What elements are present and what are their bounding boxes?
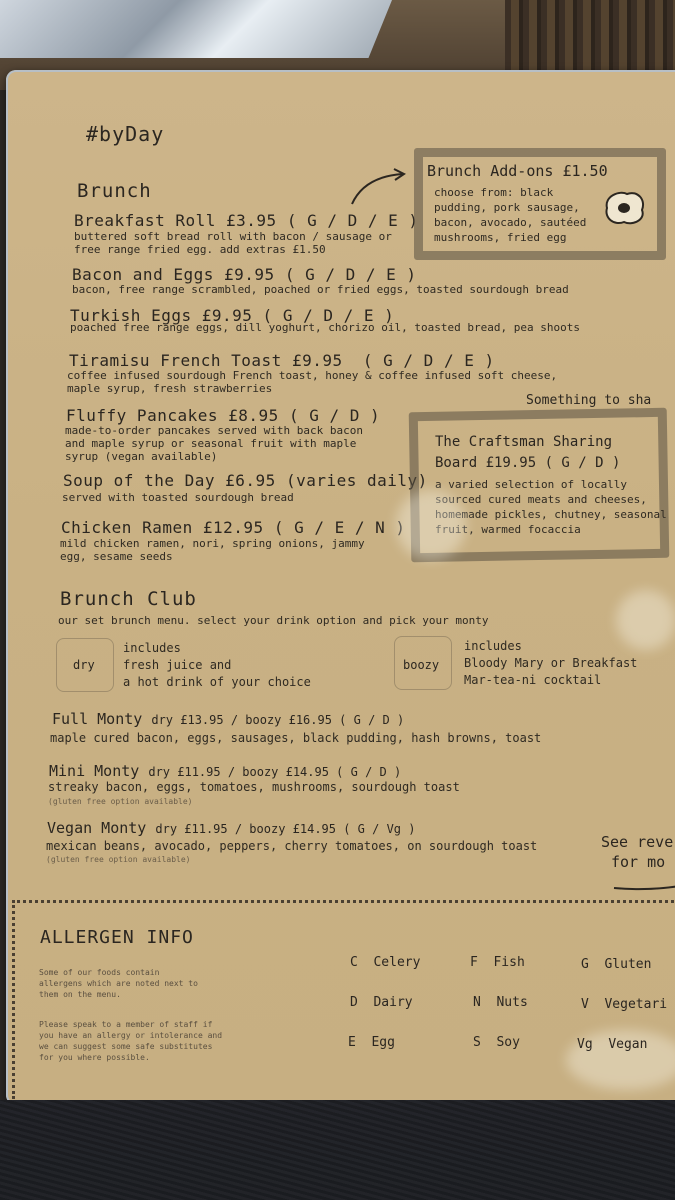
allergen-heading: ALLERGEN INFO: [40, 927, 194, 948]
boozy-option-desc: includes Bloody Mary or Breakfast Mar-tea-ni cocktail: [464, 639, 638, 687]
foil-tray: [0, 0, 392, 58]
menu-item-title: Bacon and Eggs £9.95 ( G / D / E ): [72, 265, 417, 284]
menu-item-desc: bacon, free range scrambled, poached or fried eggs, toasted sourdough bread: [72, 283, 569, 296]
monty-title: Mini Monty dry £11.95 / boozy £14.95 ( G / D ): [49, 762, 402, 780]
monty-title: Full Monty dry £13.95 / boozy £16.95 ( G / D ): [52, 710, 405, 728]
brunch-heading: Brunch: [77, 180, 152, 202]
sharing-title: The Craftsman Sharing: [435, 434, 613, 450]
addons-text: choose from: black pudding, pork sausage, bacon, avocado, sautéed mushrooms, fried egg: [434, 186, 587, 244]
curved-arrow-icon: [346, 168, 416, 208]
see-reverse-note: See reve for mo: [601, 833, 674, 871]
menu-item-title: Breakfast Roll £3.95 ( G / D / E ): [74, 211, 419, 230]
allergen-code: E Egg: [348, 1035, 395, 1050]
allergen-code: S Soy: [473, 1035, 520, 1050]
menu-item-desc: mild chicken ramen, nori, spring onions, jammy egg, sesame seeds: [60, 537, 365, 563]
glare-highlight: [396, 490, 466, 560]
allergen-code: V Vegetari: [581, 997, 668, 1012]
monty-desc: maple cured bacon, eggs, sausages, black pudding, hash browns, toast: [50, 731, 542, 745]
fabric-background: [0, 1100, 675, 1200]
glare-highlight: [616, 590, 675, 650]
underline-stroke: [612, 882, 675, 892]
dry-option-label: dry: [73, 658, 95, 672]
menu-item-title: Fluffy Pancakes £8.95 ( G / D ): [66, 406, 381, 425]
wood-table-edge: [505, 0, 675, 80]
allergen-code: C Celery: [350, 955, 421, 970]
menu-item-desc: poached free range eggs, dill yoghurt, chorizo oil, toasted bread, pea shoots: [70, 321, 580, 334]
menu-item-title: Turkish Eggs £9.95 ( G / D / E ): [70, 306, 395, 325]
menu-item-title: Soup of the Day £6.95 (varies daily): [63, 471, 428, 490]
sharing-text: a varied selection of locally sourced cured meats and cheeses, homemade pickles, chutney, seasonal fruit, warmed focaccia: [435, 478, 667, 536]
fried-egg-icon: [602, 188, 648, 228]
allergen-section: [12, 900, 675, 1099]
monty-desc: streaky bacon, eggs, tomatoes, mushrooms, sourdough toast: [48, 780, 460, 794]
dry-option-desc: includes fresh juice and a hot drink of your choice: [123, 641, 311, 689]
allergen-code: N Nuts: [473, 995, 528, 1010]
allergen-code: G Gluten: [581, 957, 652, 972]
boozy-option-label: boozy: [403, 658, 440, 672]
sharing-teaser: Something to sha: [526, 393, 652, 408]
menu-item-desc: made-to-order pancakes served with back bacon and maple syrup or seasonal fruit with maple syrup (vegan available): [65, 424, 364, 463]
brunch-club-intro: our set brunch menu. select your drink option and pick your monty: [58, 614, 489, 627]
menu-item-title: Chicken Ramen £12.95 ( G / E / N ): [61, 518, 406, 537]
menu-item-title: Tiramisu French Toast £9.95 ( G / D / E ): [69, 351, 495, 370]
menu-item-desc: coffee infused sourdough French toast, honey & coffee infused soft cheese, maple syrup, fresh strawberries: [67, 369, 558, 395]
brunch-club-heading: Brunch Club: [60, 588, 197, 610]
sharing-title-price: Board £19.95 ( G / D ): [435, 455, 621, 471]
menu-item-desc: buttered soft bread roll with bacon / sausage or free range fried egg. add extras £1.50: [74, 230, 392, 256]
menu-item-desc: served with toasted sourdough bread: [62, 491, 294, 504]
allergen-code: D Dairy: [350, 995, 413, 1010]
allergen-body: Some of our foods contain allergens which are noted next to them on the menu.: [39, 968, 198, 999]
page-title: #byDay: [86, 122, 165, 146]
monty-title: Vegan Monty dry £11.95 / boozy £14.95 ( G / Vg ): [47, 819, 416, 837]
monty-note: (gluten free option available): [48, 797, 193, 806]
addons-title: Brunch Add-ons £1.50: [427, 162, 608, 180]
monty-desc: mexican beans, avocado, peppers, cherry tomatoes, on sourdough toast: [46, 839, 538, 853]
allergen-code: Vg Vegan: [577, 1037, 648, 1052]
allergen-body: Please speak to a member of staff if you have an allergy or intolerance and we can suggest some safe substitutes for you where possible.: [39, 1020, 223, 1062]
monty-note: (gluten free option available): [46, 855, 191, 864]
allergen-code: F Fish: [470, 955, 525, 970]
